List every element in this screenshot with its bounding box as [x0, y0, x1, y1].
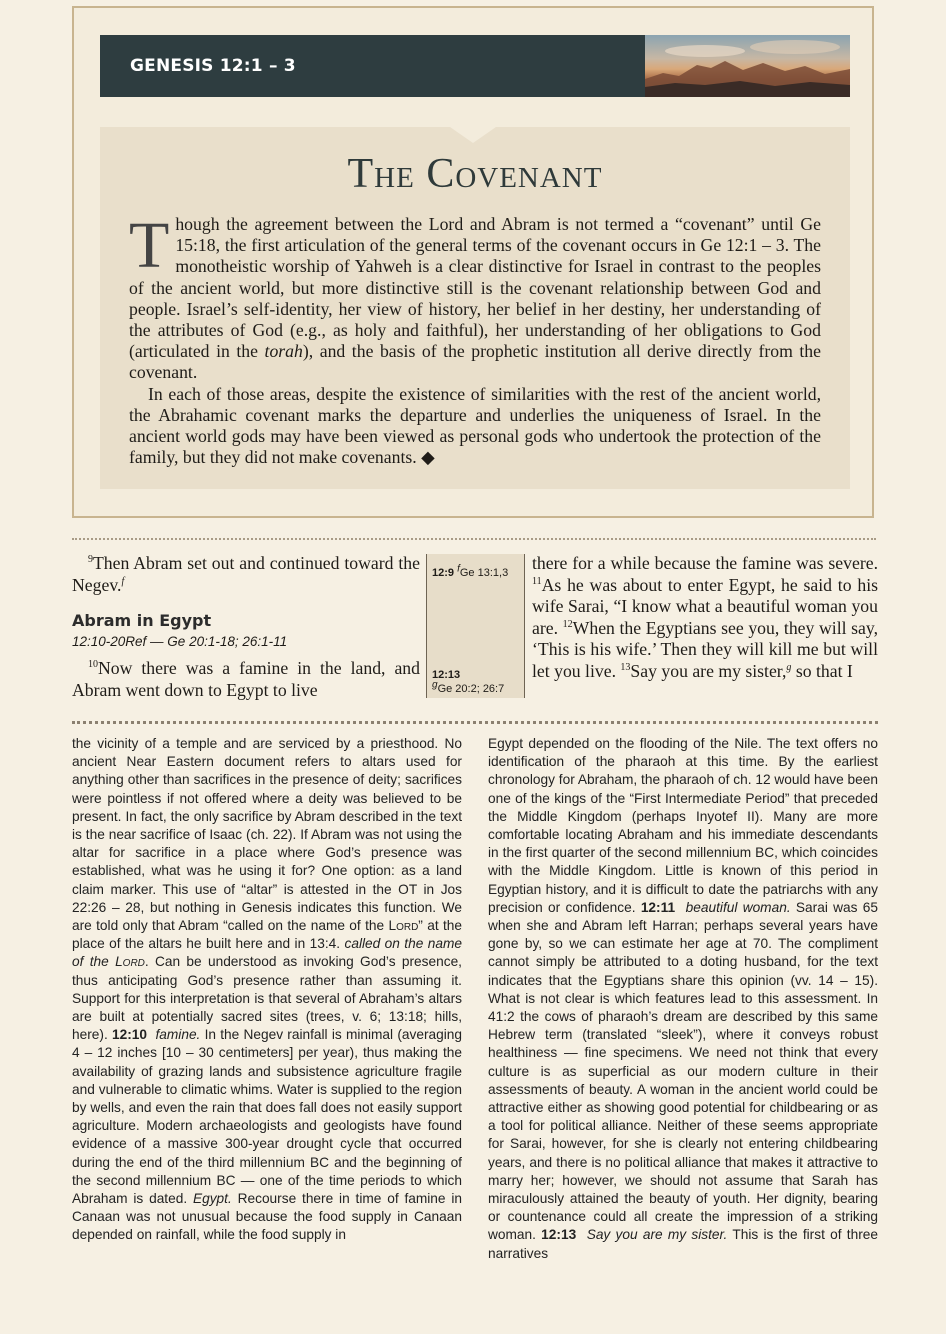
crossref-letter: f [457, 563, 460, 575]
study-notes-right [488, 735, 878, 1263]
crossref-entry[interactable] [432, 668, 504, 696]
crossref-target: Ge 20:2; 26:7 [437, 683, 505, 695]
scripture-column-left [72, 553, 420, 701]
note-text: . Can be understood as invoking God’s presence, thus anticipating God’s presence rather than assuming it. Support for this interpretation is that several of Abraham’s altars are built at potentially sacred sites (trees, v. 6; 13:18; hills, here). [72, 954, 462, 1043]
verse-text: As he was about to enter Egypt, he said to his wife Sarai, “I know what a beautiful woman you are. [532, 574, 878, 638]
sidebar-header-title: GENESIS 12:1 – 3 [130, 56, 296, 76]
verse-number: 9 [88, 554, 93, 566]
study-notes-divider [72, 721, 878, 724]
scripture-column-right [532, 553, 878, 683]
verse-number: 10 [88, 659, 98, 671]
study-note-text [488, 735, 878, 1263]
article-body [129, 209, 821, 468]
note-lemma: famine. [155, 1027, 201, 1043]
note-text: ” at the place of the altars he built here and in 13:4. [72, 918, 462, 952]
verse-text: Say you are my sister, [630, 660, 787, 681]
verse-number: 12 [562, 618, 573, 630]
section-heading-reference: 12:10-20Ref — Ge 20:1-18; 26:1-11 [72, 634, 288, 650]
verse-text: Then Abram set out and continued toward the Negev. [72, 553, 420, 595]
note-text: Recourse there in time of famine in Canaan was not unusual because the food supply in Canaan depended on rainfall, while the food supply in [72, 1191, 463, 1243]
lord-small-caps: Lord [115, 954, 145, 970]
note-text: In the Negev rainfall is minimal (averaging 4 – 12 inches [10 – 30 centimeters] per year), thus making the availability of grazing lands and subsistence agriculture fragile and vulnerable to climatic whims. Water is supplied to the region by wells, and even the rain that does fall does not easily support agriculture. Modern archaeologists and geologists have found evidence of a massive 300-year drought cycle that occurred during the end of the third millennium BC and the beginning of the second millennium BC — one of the time periods to which Abraham is dated. [72, 1027, 462, 1207]
lord-small-caps: Lord [388, 918, 419, 934]
verse-text: there for a while because the famine was severe. [532, 553, 878, 573]
note-reference: 12:13 [541, 1227, 577, 1243]
verse-text: When the Egyptians see you, they will say, ‘This is his wife.’ Then they will kill me but will let you live. [532, 617, 878, 681]
crossref-marker[interactable]: f [121, 575, 125, 587]
article-text: hough the agreement between the Lord and Abram is not termed a “covenant” until Ge 15:18, the first articulation of the general terms of the covenant occurs in Ge 12:1 – 3. The monotheistic worship of Yahweh is a clear distinctive for Israel in contrast to the peoples of the ancient world, but more distinctive still is the covenant relationship between God and people. Israel’s self-identity, her view of history, her belief in her destiny, her understanding of the attributes of God (e.g., as holy and faithful), her understanding of her obligations to God (articulated in the [129, 214, 821, 362]
crossref-column [426, 554, 525, 698]
note-lemma: called on the name of the [72, 936, 462, 970]
sidebar-header-bar [100, 35, 850, 97]
note-lemma: Egypt. [192, 1191, 232, 1207]
note-reference: 12:10 [111, 1027, 147, 1043]
crossref-verse: 12:9 [432, 567, 455, 579]
note-text: This is the first of three narratives [488, 1227, 878, 1261]
verse-text: Now there was a famine in the land, and Abram went down to Egypt to live [72, 658, 420, 700]
crossref-letter: g [432, 679, 438, 691]
landscape-mountains-graphic [645, 35, 850, 97]
article-paragraph-2: In each of those areas, despite the existence of similarities with the rest of the ancient world, the Abrahamic covenant marks the departure and underlies the uniqueness of Israel. In the ancient world gods may have been viewed as personal gods who undertook the protection of the family, but they did not make covenants. ◆ [129, 383, 821, 468]
verses-10-13 [532, 553, 878, 683]
crossref-marker[interactable]: g [786, 662, 792, 674]
article-title: The Covenant [347, 151, 603, 197]
verse-number: 13 [620, 662, 631, 674]
article-text: ), and the basis of the prophetic institution all derive directly from the covenant. [129, 341, 821, 383]
crossref-verse: 12:13 [432, 669, 461, 681]
verse-number: 11 [532, 575, 542, 587]
verse-text: so that I [791, 660, 853, 681]
verse-9 [72, 553, 420, 596]
section-heading: Abram in Egypt [72, 611, 212, 631]
study-note-text [72, 735, 462, 1245]
study-notes-left [72, 735, 462, 1245]
landscape-image [645, 35, 850, 97]
note-text: Sarai was 65 when she and Abram left Harran; perhaps several years have gone by, so we can estimate her age at 70. The compliment cannot simply be attributed to a doting husband, for the text indicates that the Egyptians share this opinion (vv. 14 – 15). What is not clear is which features lead to this assessment. In 41:2 the cows of pharaoh’s dream are described by this same Hebrew term (translated “sleek”), where it conveys robust healthiness — fine specimens. We need not think that every culture is as superficial as our modern culture in their assessments of beauty. A woman in the ancient world could be attractive either as showing good potential for childbearing or as a tool for political alliance. Neither of these seems appropriate for Sarai, however, for she is clearly not entering childbearing years, and there is no political alliance that makes it attractive to marry her; however, we should not assume that Sarah has miraculously attained the beauty of youth. Her dignity, bearing or countenance could all create the impression of a striking woman. [488, 899, 878, 1243]
note-text: Egypt depended on the flooding of the Nile. The text offers no identification of the pharaoh at this time. By the earliest chronology for Abraham, the pharaoh of ch. 12 would have been one of the kings of the “First Intermediate Period” that preceded the Middle Kingdom (perhaps Inyotef II). Many are more comfortable locating Abraham and his immediate descendants in the first quarter of the second millennium BC, which coincides with the Middle Kingdom. Little is known of this period in Egyptian history, and it is difficult to date the patriarchs with any precision or confidence. [488, 736, 878, 915]
crossref-entry[interactable] [432, 563, 509, 580]
verse-10 [72, 658, 420, 701]
header-pointer-notch [450, 127, 496, 143]
article-paragraph-1 [129, 209, 821, 384]
section-divider [72, 538, 876, 540]
crossref-target: Ge 13:1,3 [459, 567, 509, 579]
note-text: the vicinity of a temple and are serviced by a priesthood. No ancient Near Eastern document refers to altars used for anything other than sacrifices in the presence of deity; sacrifices were pointless if not offered where a deity was believed to be present. In fact, the only sacrifice by Abram described in the text is the near sacrifice of Isaac (ch. 22). If Abram was not using the altar for sacrifice in a place where God’s presence was established, what was he using it for? One option: as a land claim marker. This use of “altar” is attested in the OT in Jos 22:26 – 28, but nothing in Genesis indicates this function. We are told only that Abram “called on the name of the [72, 736, 462, 934]
drop-cap: T [129, 209, 170, 282]
note-lemma: Say you are my sister. [586, 1227, 728, 1243]
note-reference: 12:11 [640, 899, 676, 915]
article-italic-term: torah [264, 341, 303, 362]
note-lemma: beautiful woman. [685, 899, 791, 915]
